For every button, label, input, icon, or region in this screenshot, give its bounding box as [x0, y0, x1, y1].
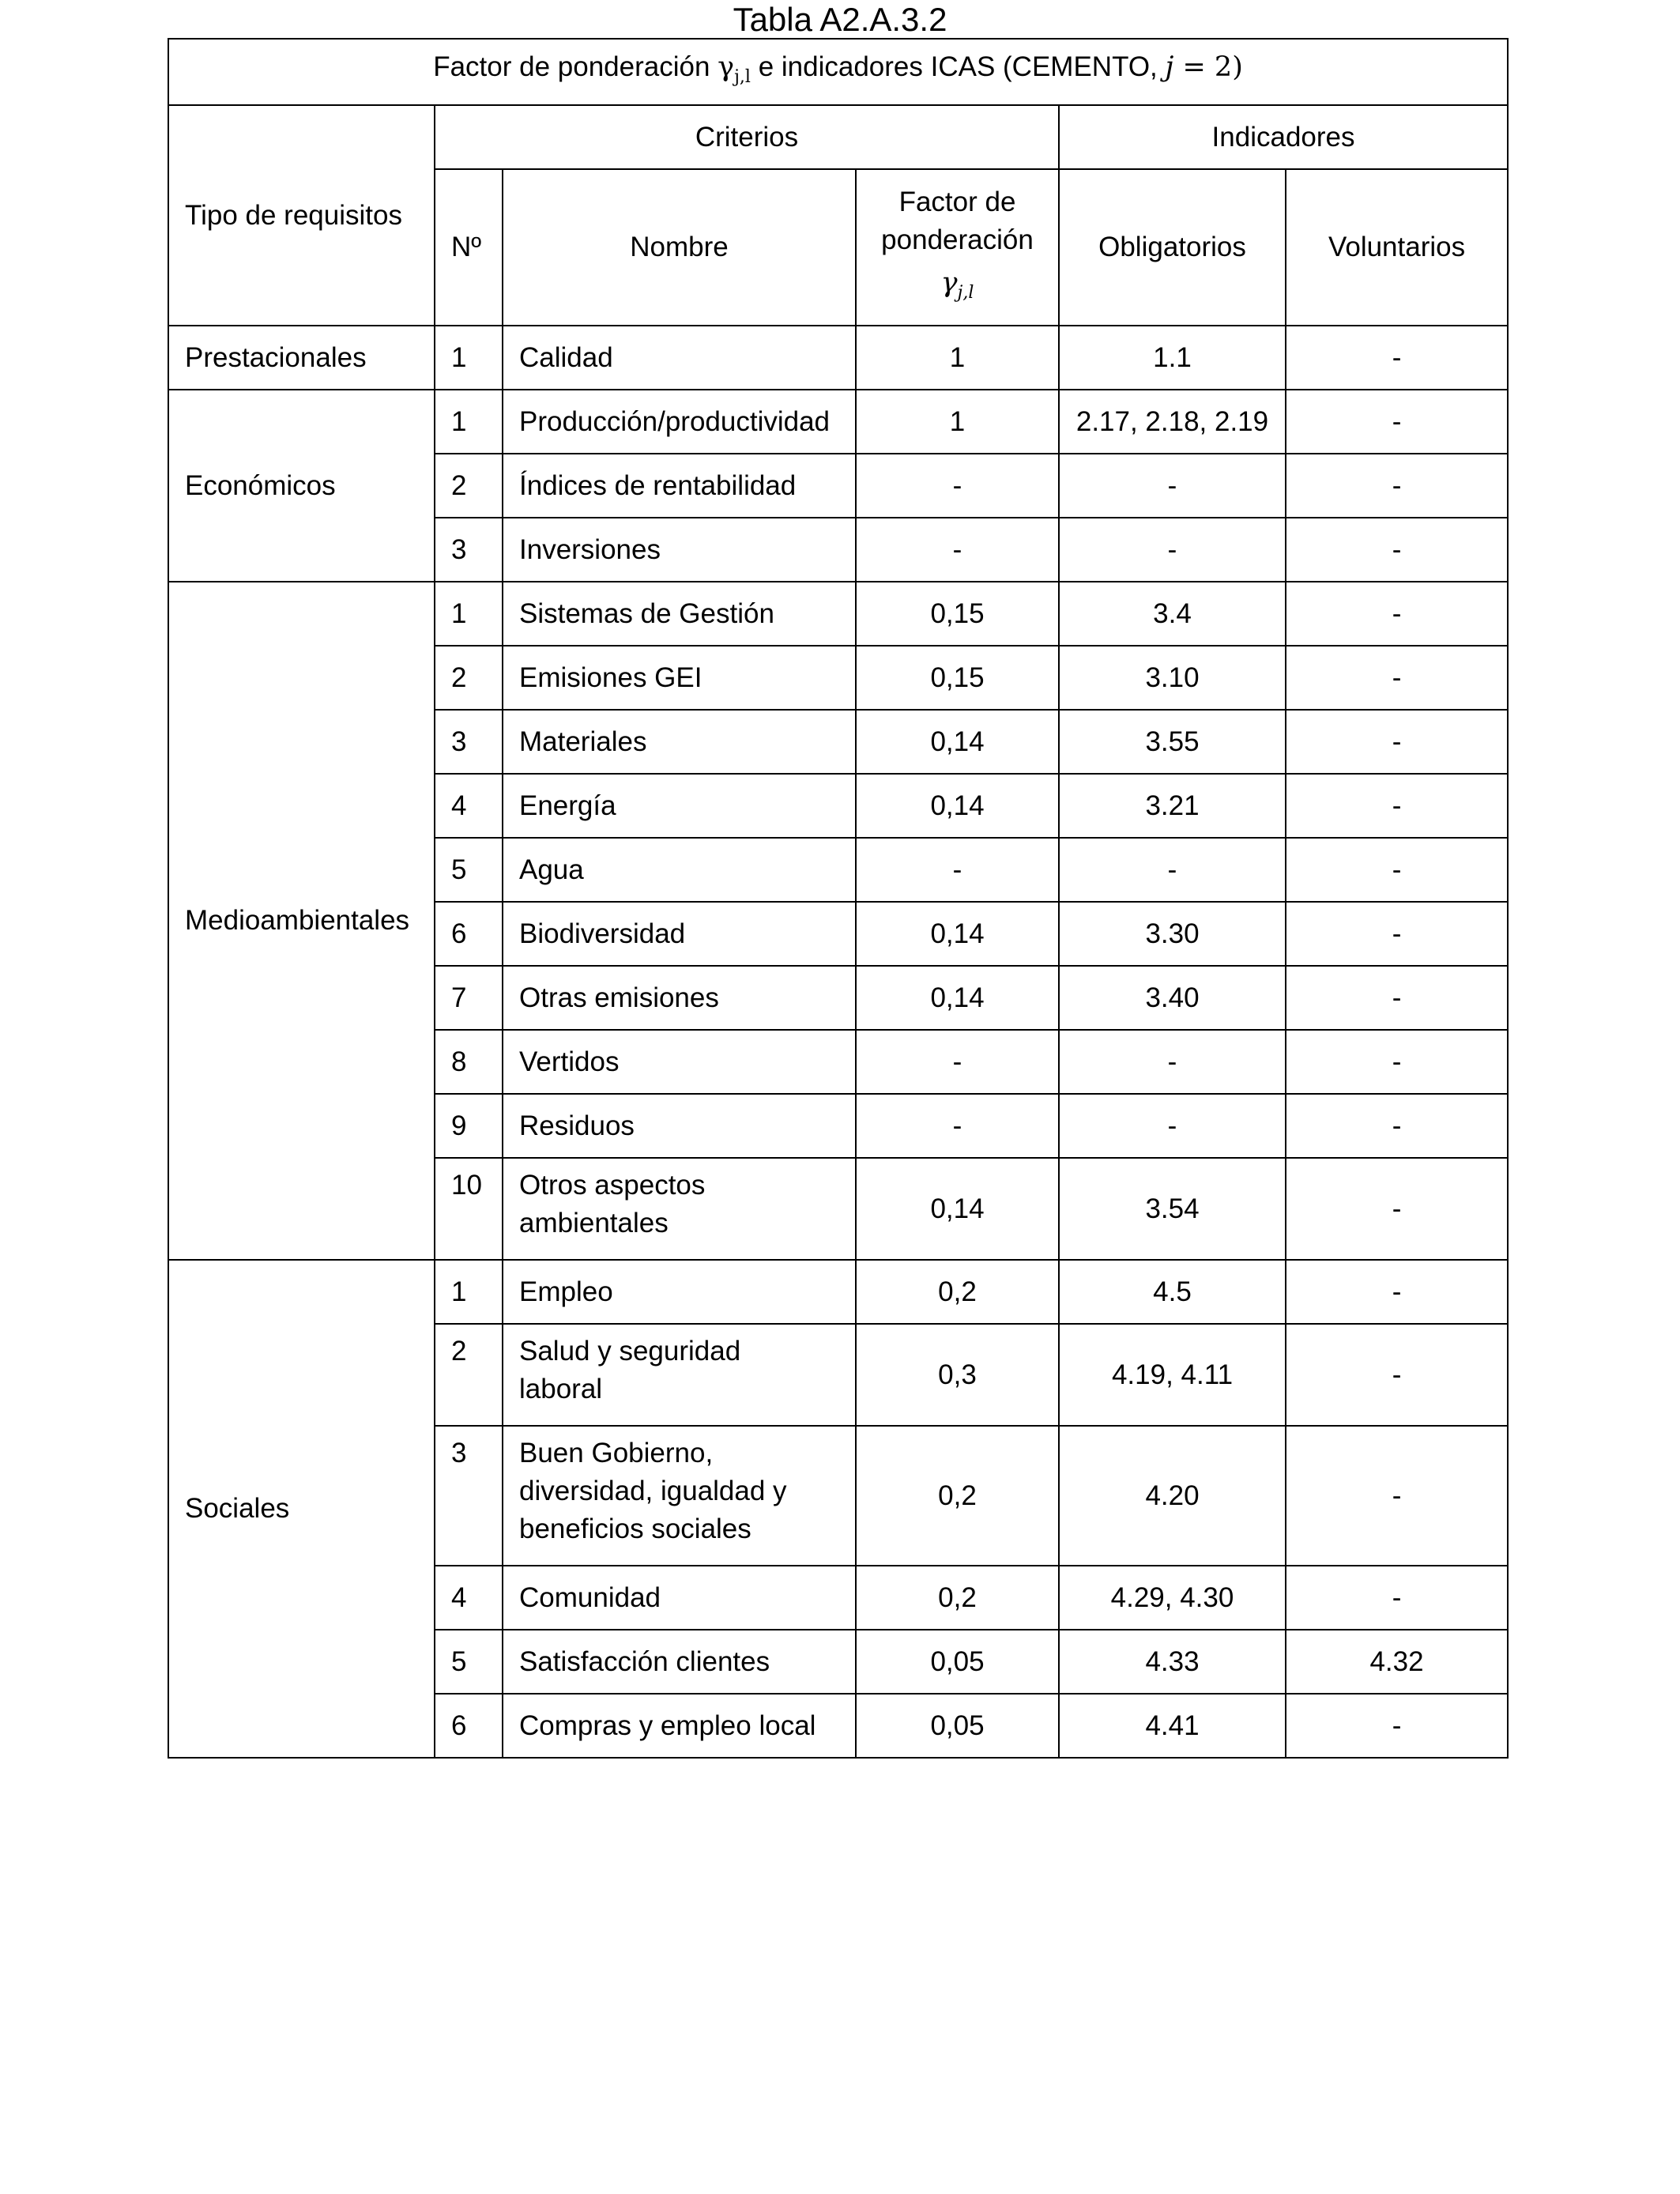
row-voluntarios-cell: -: [1286, 390, 1508, 454]
row-factor-cell: -: [856, 454, 1059, 518]
row-obligatorios-cell: 3.10: [1059, 646, 1286, 710]
caption-gamma: [718, 51, 751, 87]
row-name-cell: Buen Gobierno, diversidad, igualdad y beneficios sociales: [503, 1426, 856, 1566]
row-name-cell: Salud y seguridad laboral: [503, 1324, 856, 1426]
header-factor-gamma: γ: [940, 266, 958, 299]
row-voluntarios-cell: -: [1286, 1694, 1508, 1758]
row-name-cell: Emisiones GEI: [503, 646, 856, 710]
tipo-requisito-cell: Prestacionales: [168, 326, 435, 390]
row-obligatorios-cell: 3.40: [1059, 966, 1286, 1030]
row-obligatorios-cell: 3.54: [1059, 1158, 1286, 1260]
caption-row: [168, 39, 1508, 105]
row-voluntarios-cell: -: [1286, 1426, 1508, 1566]
row-name-cell: Agua: [503, 838, 856, 902]
header-nombre: Nombre: [503, 169, 856, 326]
header-indicadores: Indicadores: [1059, 105, 1508, 169]
row-name-cell: Calidad: [503, 326, 856, 390]
row-factor-cell: 0,2: [856, 1566, 1059, 1630]
row-voluntarios-cell: -: [1286, 1324, 1508, 1426]
row-number-cell: 1: [435, 1260, 503, 1324]
row-obligatorios-cell: 4.29, 4.30: [1059, 1566, 1286, 1630]
row-voluntarios-cell: -: [1286, 646, 1508, 710]
row-voluntarios-cell: -: [1286, 838, 1508, 902]
row-factor-cell: 0,2: [856, 1426, 1059, 1566]
row-number-cell: 4: [435, 774, 503, 838]
row-obligatorios-cell: 4.5: [1059, 1260, 1286, 1324]
row-name-cell: Otros aspectos ambientales: [503, 1158, 856, 1260]
row-voluntarios-cell: -: [1286, 1030, 1508, 1094]
row-factor-cell: 0,2: [856, 1260, 1059, 1324]
row-obligatorios-cell: 4.20: [1059, 1426, 1286, 1566]
row-factor-cell: 1: [856, 326, 1059, 390]
row-name-cell: Sistemas de Gestión: [503, 582, 856, 646]
table-row: [168, 390, 1508, 454]
caption-equals: = 2): [1173, 51, 1243, 83]
tipo-requisito-cell: Económicos: [168, 390, 435, 582]
row-voluntarios-cell: -: [1286, 1158, 1508, 1260]
row-number-cell: 4: [435, 1566, 503, 1630]
row-name-cell: Compras y empleo local: [503, 1694, 856, 1758]
row-number-cell: 7: [435, 966, 503, 1030]
row-obligatorios-cell: 3.4: [1059, 582, 1286, 646]
row-obligatorios-cell: -: [1059, 838, 1286, 902]
row-obligatorios-cell: 4.41: [1059, 1694, 1286, 1758]
header-obligatorios: Obligatorios: [1059, 169, 1286, 326]
row-name-cell: Comunidad: [503, 1566, 856, 1630]
table-row: [168, 1260, 1508, 1324]
row-number-cell: 10: [435, 1158, 503, 1260]
row-name-cell: Biodiversidad: [503, 902, 856, 966]
row-number-cell: 6: [435, 1694, 503, 1758]
header-factor-line1: Factor de: [898, 186, 1016, 217]
row-voluntarios-cell: -: [1286, 454, 1508, 518]
row-number-cell: 8: [435, 1030, 503, 1094]
row-factor-cell: 0,3: [856, 1324, 1059, 1426]
row-voluntarios-cell: -: [1286, 710, 1508, 774]
row-factor-cell: 0,05: [856, 1694, 1059, 1758]
row-factor-cell: 0,14: [856, 966, 1059, 1030]
row-number-cell: 2: [435, 454, 503, 518]
row-name-cell: Otras emisiones: [503, 966, 856, 1030]
row-obligatorios-cell: 1.1: [1059, 326, 1286, 390]
row-number-cell: 1: [435, 390, 503, 454]
caption-suffix: e indicadores ICAS (CEMENTO,: [758, 51, 1158, 82]
row-factor-cell: -: [856, 518, 1059, 582]
row-number-cell: 3: [435, 518, 503, 582]
criteria-table: [168, 38, 1509, 1759]
header-factor-subscript: j,l: [957, 282, 974, 303]
header-voluntarios: Voluntarios: [1286, 169, 1508, 326]
row-obligatorios-cell: 4.33: [1059, 1630, 1286, 1694]
row-name-cell: Satisfacción clientes: [503, 1630, 856, 1694]
row-voluntarios-cell: -: [1286, 326, 1508, 390]
row-obligatorios-cell: 3.55: [1059, 710, 1286, 774]
row-number-cell: 3: [435, 710, 503, 774]
row-number-cell: 3: [435, 1426, 503, 1566]
row-obligatorios-cell: -: [1059, 454, 1286, 518]
row-number-cell: 2: [435, 1324, 503, 1426]
row-voluntarios-cell: -: [1286, 518, 1508, 582]
page-title: Tabla A2.A.3.2: [733, 1, 947, 38]
row-voluntarios-cell: -: [1286, 902, 1508, 966]
row-name-cell: Producción/productividad: [503, 390, 856, 454]
row-name-cell: Materiales: [503, 710, 856, 774]
row-factor-cell: -: [856, 1094, 1059, 1158]
row-name-cell: Inversiones: [503, 518, 856, 582]
row-voluntarios-cell: -: [1286, 1566, 1508, 1630]
row-number-cell: 1: [435, 326, 503, 390]
header-factor-line2: ponderación: [881, 224, 1034, 255]
row-name-cell: Empleo: [503, 1260, 856, 1324]
row-obligatorios-cell: -: [1059, 518, 1286, 582]
row-factor-cell: 0,14: [856, 710, 1059, 774]
row-factor-cell: 0,14: [856, 1158, 1059, 1260]
row-voluntarios-cell: -: [1286, 774, 1508, 838]
row-factor-cell: 0,15: [856, 646, 1059, 710]
table-caption: [168, 39, 1508, 105]
tipo-requisito-cell: Sociales: [168, 1260, 435, 1758]
table-row: [168, 326, 1508, 390]
row-obligatorios-cell: -: [1059, 1094, 1286, 1158]
caption-j: j: [1165, 51, 1174, 83]
row-obligatorios-cell: -: [1059, 1030, 1286, 1094]
row-obligatorios-cell: 3.30: [1059, 902, 1286, 966]
row-voluntarios-cell: -: [1286, 1260, 1508, 1324]
caption-gamma-subscript: j,l: [734, 66, 751, 87]
row-factor-cell: 0,15: [856, 582, 1059, 646]
row-number-cell: 6: [435, 902, 503, 966]
header-factor-symbol: [872, 264, 1042, 312]
row-voluntarios-cell: -: [1286, 582, 1508, 646]
row-voluntarios-cell: 4.32: [1286, 1630, 1508, 1694]
row-number-cell: 2: [435, 646, 503, 710]
table-row: [168, 582, 1508, 646]
row-obligatorios-cell: 2.17, 2.18, 2.19: [1059, 390, 1286, 454]
row-factor-cell: 0,14: [856, 902, 1059, 966]
header-tipo: Tipo de requisitos: [168, 105, 435, 326]
row-number-cell: 1: [435, 582, 503, 646]
row-name-cell: Residuos: [503, 1094, 856, 1158]
caption-gamma-symbol: γ: [718, 51, 735, 83]
row-obligatorios-cell: 3.21: [1059, 774, 1286, 838]
row-factor-cell: -: [856, 838, 1059, 902]
header-criterios: Criterios: [435, 105, 1059, 169]
row-number-cell: 5: [435, 838, 503, 902]
row-number-cell: 5: [435, 1630, 503, 1694]
row-name-cell: Vertidos: [503, 1030, 856, 1094]
row-factor-cell: 1: [856, 390, 1059, 454]
row-voluntarios-cell: -: [1286, 1094, 1508, 1158]
header-numero: Nº: [435, 169, 503, 326]
row-obligatorios-cell: 4.19, 4.11: [1059, 1324, 1286, 1426]
row-factor-cell: 0,14: [856, 774, 1059, 838]
row-name-cell: Energía: [503, 774, 856, 838]
tipo-requisito-cell: Medioambientales: [168, 582, 435, 1260]
caption-prefix: Factor de ponderación: [433, 51, 710, 82]
row-name-cell: Índices de rentabilidad: [503, 454, 856, 518]
header-factor: [856, 169, 1059, 326]
row-factor-cell: -: [856, 1030, 1059, 1094]
row-number-cell: 9: [435, 1094, 503, 1158]
header-row-1: [168, 105, 1508, 169]
row-voluntarios-cell: -: [1286, 966, 1508, 1030]
row-factor-cell: 0,05: [856, 1630, 1059, 1694]
